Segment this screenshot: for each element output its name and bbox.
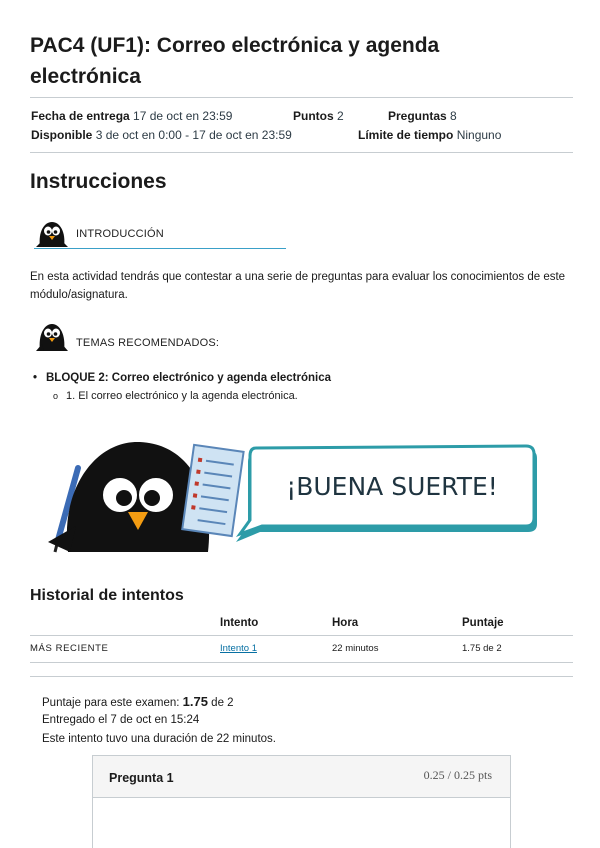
divider-meta xyxy=(30,152,573,153)
questions-label: Preguntas xyxy=(388,109,447,123)
meta-row-1 xyxy=(31,109,232,123)
history-title: Historial de intentos xyxy=(30,587,184,604)
topic-subitem: o 1. El correo electrónico y la agenda electrónica. xyxy=(66,390,298,402)
penguin-icon xyxy=(34,322,70,352)
instructions-title: Instrucciones xyxy=(30,170,167,193)
banner-text: ¡BUENA SUERTE! xyxy=(286,472,498,501)
submitted-line: Entregado el 7 de oct en 15:24 xyxy=(42,714,200,726)
col-time: Hora xyxy=(332,614,462,636)
question-header xyxy=(93,756,510,798)
meta-points xyxy=(293,109,344,123)
score-summary xyxy=(42,694,234,709)
topics-heading xyxy=(34,322,219,352)
history-header-row xyxy=(30,614,573,636)
row-score: 1.75 de 2 xyxy=(462,636,573,663)
meta-questions xyxy=(388,109,457,123)
points-label: Puntos xyxy=(293,109,334,123)
question-title: Pregunta 1 xyxy=(109,771,174,785)
points-value: 2 xyxy=(337,109,344,123)
divider-history xyxy=(30,676,573,677)
col-attempt: Intento xyxy=(220,614,332,636)
history-table xyxy=(30,614,573,663)
time-limit-value: Ninguno xyxy=(456,128,502,142)
score-prefix: Puntaje para este examen: xyxy=(42,697,180,709)
good-luck-banner xyxy=(40,430,550,560)
divider-top xyxy=(30,97,573,98)
score-suffix: de 2 xyxy=(211,697,234,709)
row-label: MÁS RECIENTE xyxy=(30,636,220,663)
row-time: 22 minutos xyxy=(332,636,462,663)
due-label: Fecha de entrega xyxy=(31,109,130,123)
topic-label: BLOQUE 2: Correo electrónico y agenda electrónica xyxy=(46,372,332,384)
topic-item xyxy=(34,372,331,384)
intro-heading-text: INTRODUCCIÓN xyxy=(76,228,164,240)
table-row xyxy=(30,636,573,663)
time-limit-label: Límite de tiempo xyxy=(358,128,454,142)
due-value: 17 de oct en 23:59 xyxy=(133,109,233,123)
meta-time-limit xyxy=(358,128,501,142)
question-points: 0.25 / 0.25 pts xyxy=(423,768,492,782)
col-score: Puntaje xyxy=(462,614,573,636)
intro-underline xyxy=(34,248,286,249)
questions-value: 8 xyxy=(450,109,457,123)
question-card xyxy=(92,755,511,848)
checklist-icon xyxy=(182,445,243,536)
page-title: PAC4 (UF1): Correo electrónica y agenda electrónica xyxy=(30,34,440,88)
score-value: 1.75 xyxy=(182,694,208,709)
topics-heading-text: TEMAS RECOMENDADOS: xyxy=(76,337,220,349)
meta-row-2 xyxy=(31,128,292,142)
intro-paragraph: En esta actividad tendrás que contestar a una serie de preguntas para evaluar los conocimientos de este módulo/asignatura. xyxy=(30,271,566,301)
duration-line: Este intento tuvo una duración de 22 minutos. xyxy=(42,733,276,745)
intro-heading xyxy=(34,220,164,248)
penguin-icon xyxy=(34,220,70,248)
available-label: Disponible xyxy=(31,128,93,142)
attempt-link[interactable]: Intento 1 xyxy=(220,643,257,654)
available-value: 3 de oct en 0:00 - 17 de oct en 23:59 xyxy=(95,128,292,142)
col-empty xyxy=(30,614,220,636)
